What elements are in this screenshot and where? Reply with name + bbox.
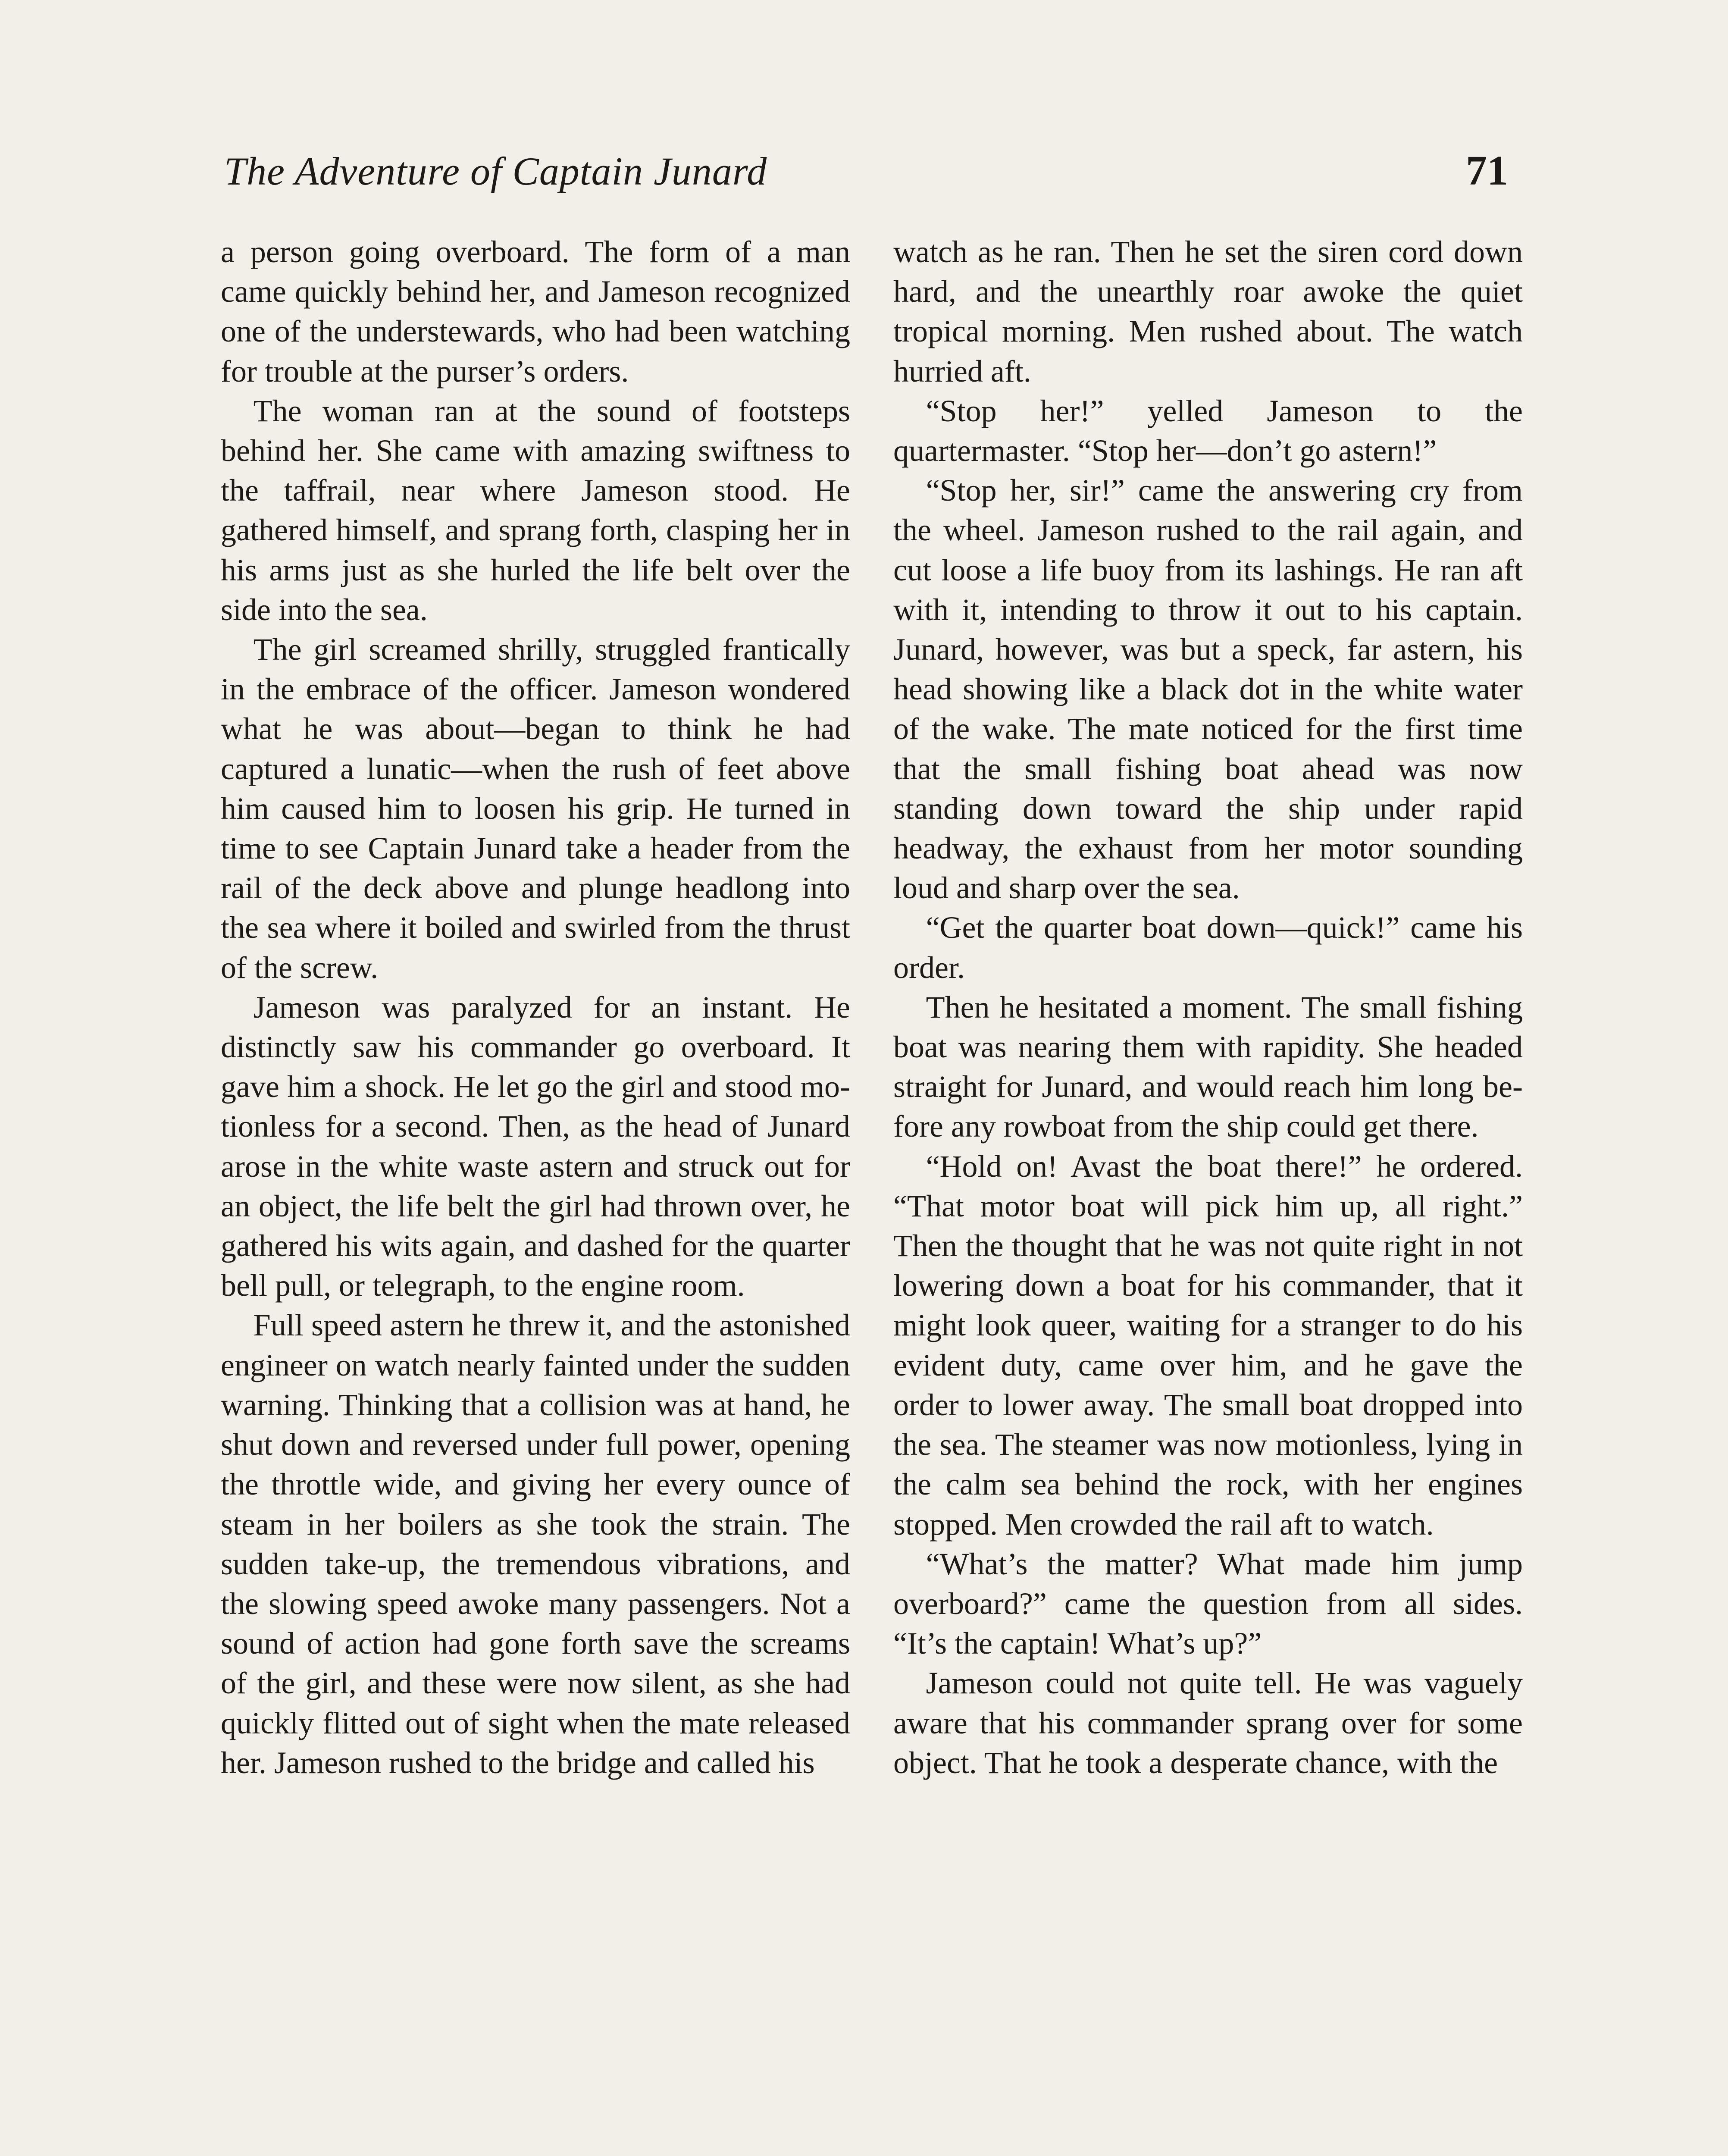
paragraph: “Stop her, sir!” came the answering cry from the wheel. Jameson rushed to the rail again, and cut loose a life buoy from its lashings. He ran aft with it, intending to throw it out to his captain. Junard, however, was but a speck, far astern, his head showing like a black dot in the white water of the wake. The mate noticed for the first time that the small fishing boat ahead was now standing down toward the ship under rapid headway, the exhaust from her motor sounding loud and sharp over the sea. <box>893 473 1523 906</box>
paragraph: “Get the quarter boat down—quick!” came his order. <box>893 910 1523 985</box>
paragraph: Jameson was paralyzed for an instant. He distinctly saw his commander go overboard. It gave him a shock. He let go the girl and stood motionless for a second. Then, as the head of Junard arose in the white waste astern and struck out for an object, the life belt the girl had thrown over, he gathered his wits again, and dashed for the quarter bell pull, or telegraph, to the engine room. <box>221 990 850 1303</box>
right-column <box>893 232 1523 1783</box>
paragraph: Then he hesitated a moment. The small fishing boat was nearing them with rapidity. She headed straight for Junard, and would reach him long before any rowboat from the ship could get there. <box>893 990 1523 1144</box>
paragraph: a person going overboard. The form of a man came quickly behind her, and Jameson recognized one of the understewards, who had been watching for trouble at the purser’s orders. <box>221 235 850 389</box>
paragraph: “Stop her!” yelled Jameson to the quartermaster. “Stop her—don’t go astern!” <box>893 393 1523 468</box>
paragraph: watch as he ran. Then he set the siren cord down hard, and the unearthly roar awoke the quiet tropical morning. Men rushed about. The watch hurried aft. <box>893 235 1523 389</box>
page-number: 71 <box>1466 147 1508 194</box>
left-column <box>221 232 850 1783</box>
paragraph: The woman ran at the sound of footsteps behind her. She came with amazing swiftness to the taffrail, near where Jameson stood. He gathered himself, and sprang forth, clasping her in his arms just as she hurled the life belt over the side into the sea. <box>221 393 850 627</box>
paragraph: Full speed astern he threw it, and the astonished engineer on watch nearly fainted under the sudden warning. Thinking that a collision was at hand, he shut down and reversed under full power, opening the throttle wide, and giving her every ounce of steam in her boilers as she took the strain. The sudden take-up, the tremendous vibrations, and the slowing speed awoke many passengers. Not a sound of action had gone forth save the screams of the girl, and these were now silent, as she had quickly flitted out of sight when the mate released her. Jameson rushed to the bridge and called his <box>221 1308 850 1780</box>
paragraph: “Hold on! Avast the boat there!” he ordered. “That motor boat will pick him up, all right.” Then the thought that he was not quite right in not lowering down a boat for his commander, that it might look queer, waiting for a stranger to do his evident duty, came over him, and he gave the order to lower away. The small boat dropped into the sea. The steamer was now motionless, lying in the calm sea behind the rock, with her engines stopped. Men crowded the rail aft to watch. <box>893 1149 1523 1542</box>
running-title: The Adventure of Captain Junard <box>224 149 767 193</box>
paragraph: The girl screamed shrilly, struggled frantically in the embrace of the officer. Jameson wondered what he was about—began to think he had captured a lunatic—when the rush of feet above him caused him to loosen his grip. He turned in time to see Captain Junard take a header from the rail of the deck above and plunge headlong into the sea where it boiled and swirled from the thrust of the screw. <box>221 632 850 985</box>
running-head <box>224 147 1508 203</box>
paragraph: “What’s the matter? What made him jump overboard?” came the question from all sides. “It’s the captain! What’s up?” <box>893 1546 1523 1661</box>
paragraph: Jameson could not quite tell. He was vaguely aware that his commander sprang over for some object. That he took a desperate chance, with the <box>893 1666 1523 1780</box>
